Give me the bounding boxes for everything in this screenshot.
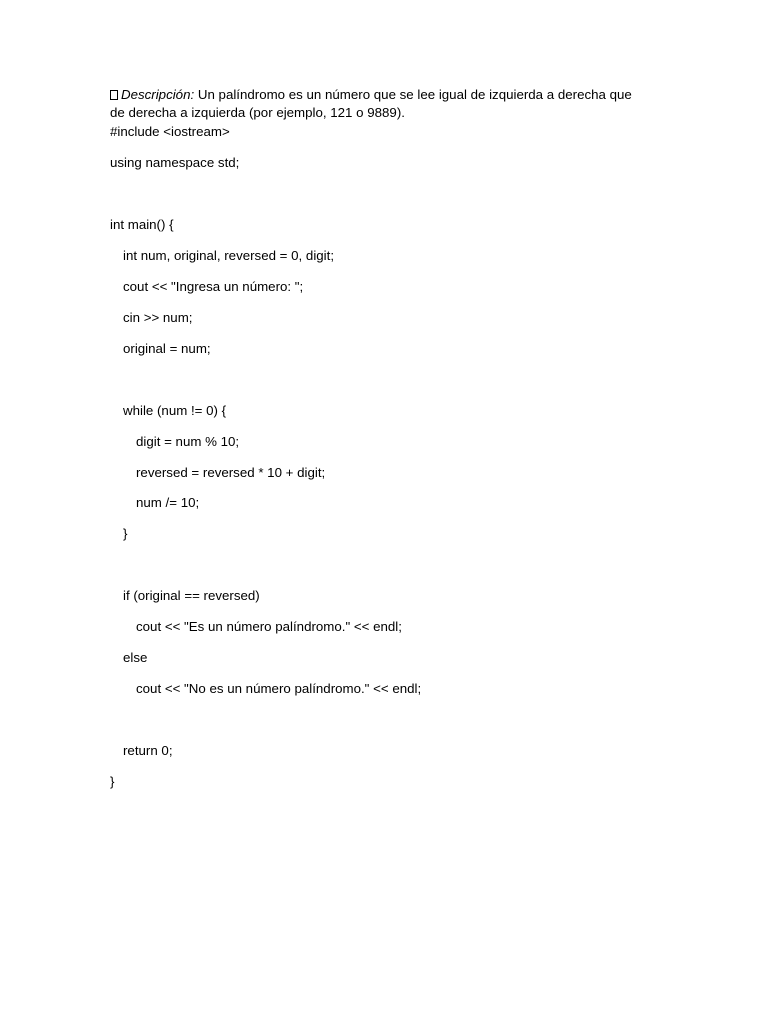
code-line-prompt: cout << "Ingresa un número: "; [123, 279, 304, 294]
code-line-read: cin >> num; [123, 310, 193, 325]
code-line-main-close: } [110, 774, 115, 789]
code-line-while-open: while (num != 0) { [123, 403, 227, 418]
code-line-assign-original: original = num; [123, 341, 211, 356]
missing-glyph-icon [110, 90, 118, 100]
code-line-using: using namespace std; [110, 155, 240, 170]
code-line-while-close: } [123, 526, 128, 541]
code-line-decl: int num, original, reversed = 0, digit; [123, 248, 335, 263]
code-line-cout-no: cout << "No es un número palíndromo." << endl; [136, 681, 422, 696]
code-line-else: else [123, 650, 148, 665]
code-line-if: if (original == reversed) [123, 588, 260, 603]
code-line-digit: digit = num % 10; [136, 434, 240, 449]
description-text: Un palíndromo es un número que se lee igual de izquierda a derecha que de derecha a izquierda (por ejemplo, 121 o 9889). [110, 87, 632, 120]
code-line-main-open: int main() { [110, 217, 174, 232]
description-paragraph [110, 86, 650, 122]
description-label: Descripción: [121, 87, 195, 102]
code-line-include: #include <iostream> [110, 124, 230, 139]
code-line-cout-yes: cout << "Es un número palíndromo." << endl; [136, 619, 402, 634]
code-line-divide: num /= 10; [136, 495, 200, 510]
code-line-return: return 0; [123, 743, 173, 758]
code-line-reverse: reversed = reversed * 10 + digit; [136, 465, 326, 480]
